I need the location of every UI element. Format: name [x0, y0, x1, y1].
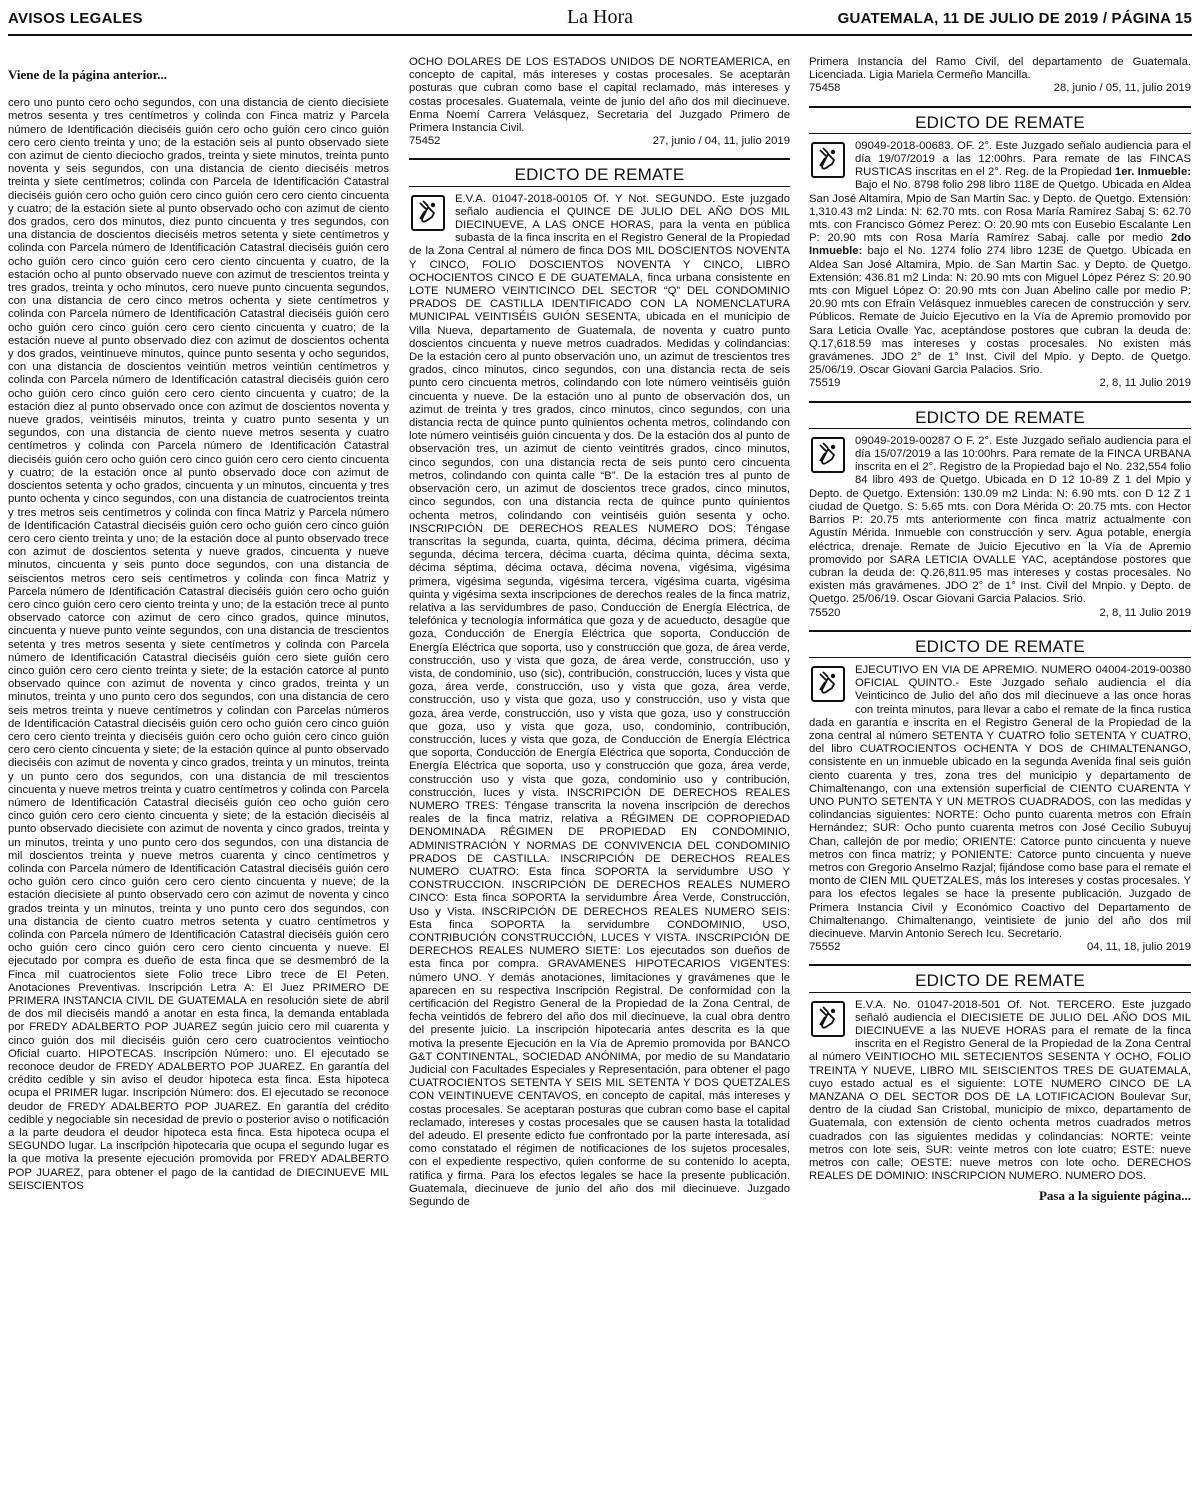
- gavel-hand-icon: [411, 195, 445, 231]
- edict-notice: [809, 630, 1191, 955]
- notice-divider: [809, 401, 1191, 403]
- notice-title: EDICTO DE REMATE: [809, 114, 1191, 134]
- notice-divider: [809, 630, 1191, 632]
- publication-code: 75552: [809, 941, 841, 954]
- notice-title: EDICTO DE REMATE: [409, 166, 790, 186]
- notice-body: EJECUTIVO EN VIA DE APREMIO. NUMERO 04004-2019-00380 OFICIAL QUINTO.- Este Juzgado señalo audiencia el día Veinticinco de Julio del año dos mil diecinueve a las once horas con treinta minutos, para llevar a cabo el remate de la finca rustica dada en garantía e inscrita en el Registro General de la Propiedad de la zona central al número SETENTA Y CUATRO folio SETENTA Y CUATRO, del libro CUATROCIENTOS OCHENTA Y DOS de CHIMALTENANGO, consistente en un inmueble ubicado en la segunda Avenida final seis guión ciento cuarenta y tres, zona tres del municipio y departamento de Chimaltenango, con una extensión superficial de CIENTO CUARENTA Y UNO PUNTO SETENTA Y UN METROS CUADRADOS, con las medidas y colindancias siguientes: NORTE: Ocho punto cuarenta metros con Efraín Hernández; SUR: Ocho punto cuarenta metros con José Cecilio Subuyuj Chan, callejón de por medio; ORIENTE: Catorce punto cincuenta y nueve metros con finca matriz; y PONIENTE: Catorce punto cincuenta y nueve metros con Gregorio Anselmo Razjal; fijándose como base para el remate el monto de CIEN MIL QUETZALES, más los intereses y costas procesales. Y para los efectos legales se hace la presente publicación. Juzgado de Primera Instancia Civil y Económico Coactivo del Departamento de Chimaltenango. Chimaltenango, veintisiete de junio del año dos mil diecinueve. Marvin Antonio Serech Icu. Secretario.: [809, 663, 1191, 940]
- notice-body: [809, 140, 1191, 378]
- notice-text: bajo el No. 1274 folio 274 libro 123E de Quetgo. Ubicada en Aldea San José Altamira, Mpio. de San Martin Sac. y Depto. de Quetgo. Extensión: 436.81 m2 Linda: N: 20.90 mts con Miguel López Pérez S: 20.90 mts con Miguel López O: 20.90 mts con Juan Abelino calle por medio P: 20.90 mts con Efraín Velásquez inmuebles carecen de construcción y serv. Públicos. Remate de Juicio Ejecutivo en la Vía de Apremio promovido por Sara Leticia Ovalle Yac, aceptándose postores que cubran la deuda de: Q.17,618.59 mas intereses y costas procesales. No existen más gravámenes. JDO 2° de 1° Inst. Civil del Mpio. y Depto. de Quetgo. 25/06/19. Oscar Giovani Garcia Palacios. Srio.: [809, 245, 1191, 377]
- notice-title: EDICTO DE REMATE: [809, 409, 1191, 429]
- masthead: [8, 6, 1192, 34]
- publication-footer: [409, 135, 790, 148]
- notice-title: EDICTO DE REMATE: [809, 972, 1191, 992]
- publication-code: 75452: [409, 135, 441, 148]
- publication-dates: 2, 8, 11 Julio 2019: [1099, 606, 1191, 619]
- property-heading: 2do Inmueble:: [809, 232, 1191, 258]
- publication-footer: [809, 377, 1191, 390]
- legal-notice-tail: OCHO DOLARES DE LOS ESTADOS UNIDOS DE NORTEAMERICA, en concepto de capital, más intereses y costas procesales. Se aceptarán posturas que cubran como base el capital reclamado, más intereses y costas procesales. Guatemala, veinte de junio del año dos mil diecinueve. Enma Noemí Carrera Velásquez, Secretaria del Juzgado Primero de Primera Instancia Civil.: [409, 56, 790, 135]
- publication-code: 75519: [809, 377, 841, 390]
- legal-notice-tail: Primera Instancia del Ramo Civil, del departamento de Guatemala. Licenciada. Ligia Mariela Cermeño Mancilla.: [809, 56, 1191, 82]
- legal-notice-continuation: cero uno punto cero ocho segundos, con una distancia de ciento diecisiete metros sesenta y tres centímetros y colinda con Finca matriz y Parcela número de Identificación dieciséis guión cero ocho guión cero cinco guión cero cero ciento treinta y uno; de la estación seis al punto observado siete con azimut de ciento dieciocho grados, treinta y siete minutos, treinta punto noventa y seis segundos, con una distancia de ciento dieciséis metros treinta y siete centímetros; colinda con Parcela de Identificación Catastral dieciséis guión cero ocho guión cero cinco guión cero cero ciento cincuenta y cuatro; de la estación siete al punto observado ocho con azimut de ciento dos grados, cero dos minutos, diez punto cincuenta y tres segundos, con una distancia de doscientos dieciséis metros setenta y siete centímetros y colinda con Parcela número de Identificación Catastral dieciséis guión cero ocho guión cero cinco guión cero cero ciento cincuenta y cuatro, de la estación ocho al punto observado nueve con azimut de trescientos treinta y tres grados, treinta y ocho minutos, cero nueve punto cincuenta segundos, con una distancia de cero cinco metros ochenta y siete centímetros y colinda con Parcela número de Identificación Catastral dieciséis guión cero ocho guión cero cinco guión cero cero ciento cincuenta y cuatro; de la estación nueve al punto observado diez con azimut de doscientos ochenta y dos grados, veintinueve minutos, quince punto sesenta y ocho segundos, con una distancia de doscientos veintiún metros veintiún centímetros y colinda con Parcela número de Identificación catastral dieciséis guión cero ocho guión cero cinco guión cero cero ciento cincuenta y cuatro; de la estación diez al punto observado once con azimut de doscientos noventa y nueve grados, veintiséis minutos, treinta y cuatro punto sesenta y un segundos, con una distancia de ciento nueve metros sesenta y cuatro centímetros y colinda con Parcela número de Identificación Catastral dieciséis guión cero ocho guión cero cinco guión cero cero ciento cincuenta y cuatro; de la estación once al punto observado doce con azimut de doscientos setenta y ocho grados, cincuenta y un minutos, cincuenta y tres punto ochenta y cinco segundos, con una distancia de cuatrocientos treinta y tres metros seis centímetros y colinda con finca Matriz y Parcela número de Identificación Catastral dieciséis guión cero ocho guión cero cinco guión cero cero ciento treinta y uno; de la estación doce al punto observado trece con azimut de doscientos setenta y nueve grados, cincuenta y nueve minutos, cincuenta y seis punto doce segundos, con una distancia de seiscientos metros cero seis centímetros y colinda con finca Matriz y Parcela número de Identificación Catastral dieciséis guión cero ocho guión cero cinco guión cero cero ciento treinta y uno; de la estación trece al punto observado catorce con azimut de cero cinco grados, quince minutos, cincuenta y nueve punto veinte segundos, con una distancia de trescientos setenta y tres metros sesenta y siete centímetros y colinda con Parcela número de Identificación Catastral dieciséis guión cero siete guión cero cinco guión cero cero ciento treinta y siete; de la estación catorce al punto observado quince con azimut de noventa y cinco grados, treinta y un minutos, treinta y uno punto cero dos segundos, con una distancia de cero seis metros treinta y nueve centímetros y colindan con Parcelas números de Identificación Catastral dieciséis guión cero ocho guión cero cinco guión cero cero ciento treinta y dieciséis guión cero ocho guión cero cinco guión cero cero ciento cincuenta y siete; de la estación quince al punto observado dieciséis con azimut de noventa y cinco grados, treinta y un minutos, treinta y un punto cero dos segundos, con una distancia de mil trescientos cincuenta y nueve metros treinta y cuatro centímetros y colinda con Parcela número de Identificación Catastral dieciséis guión ceo ocho guión cero cinco guión cero cero ciento cincuenta y siete; de la estación dieciséis al punto observado diecisiete con azimut de noventa y cinco grados, treinta y un minutos, treinta y uno punto cero dos segundos, con una distancia de mil doscientos treinta y nueve metros cuarenta y cinco centímetros y colinda con Parcela número de Identificación Catastral dieciséis guión cero ocho guión cero cinco guión cero cero ciento cincuenta y nueve; de la estación diecisiete al punto observado cero con azimut de noventa y cinco grados treinta y un minutos, treinta y uno punto cero dos segundos, con una distancia de ciento cuatro metros setenta y cuatro centímetros y colinda con Parcela número de Identificación Catastral dieciséis guión cero ocho guión cero cinco guión cero cero ciento cincuenta y nueve. El ejecutado por compra es dueño de esta finca que se desmembró de la Finca mil cuatrocientos siete Folio trece Libro trece de El Peten. Anotaciones Preventivas. Inscripción Letra A: El Juez PRIMERO DE PRIMERA INSTANCIA CIVIL DE GUATEMALA en resolución siete de abril de dos mil dieciséis mandó a anotar en esta finca, la demanda entablada por FREDY ADALBERTO POP JUAREZ según juicio cero mil cuarenta y cinco guión dos mil dieciséis guión cero cero cuatrocientos veintiocho Oficial cuarto. HIPOTECAS. Inscripción Número: uno. El ejecutado se reconoce deudor de FREDY ADALBERTO POP JUAREZ. En garantía del crédito cedible y sin aviso el deudor hipoteca esta finca. Esta hipoteca ocupa el PRIMER lugar. Inscripción Número: dos. El ejecutado se reconoce deudor de FREDY ADALBERTO POP JUAREZ. En garantía del crédito cedible y negociable sin necesidad de previo o posterior aviso o notificación a la parte deudora el deudor hipoteca esta finca. Esta hipoteca ocupa el SEGUNDO lugar. La inscripción hipotecaria que ocupa el segundo lugar es la que motiva la presente ejecución promovida por FREDY ADALBERTO POP JUAREZ, para obtener el pago de la cantidad de DIECINUEVE MIL SEISCIENTOS: [8, 97, 389, 1192]
- newspaper-logo: La Hora: [566, 6, 634, 28]
- notice-text: Bajo el No. 8798 folio 298 libro 118E de Quetgo. Ubicada en Aldea San José Altamira, Mpio de San Martin Sac. y Depto. de Quetgo. Extensión: 1,310.43 m2 Linda: N: 62.70 mts. con Rosa María Ramírez Sabaj S: 62.70 mts. con Francisco Gómez Perez: O: 20.90 mts con Eusebio Escalante Len P: 20.90 mts con Rosa María Ramírez Sabaj. calle por medio: [809, 179, 1191, 245]
- publication-code: 75520: [809, 606, 841, 619]
- notice-body: 09049-2019-00287 O F. 2°. Este Juzgado señalo audiencia para el día 15/07/2019 a las 10:00hrs. Para remate de la FINCA URBANA inscrita en el 2°. Registro de la Propiedad bajo el No. 232,554 folio 84 libro 493 de Quetgo. Ubicada en D 12 10-89 Z 1 del Mpio y Depto. de Quetgo. Extensión: 130.09 m2 Linda: N: 6.90 mts. con D 12 Z 1 ciudad de Quetgo. S: 5.65 mts. con Dora Mérida O: 20.75 mts. con Hector Barrios P: 20.75 mts anteriormente con finca matriz actualmente con Agustín Mérida. Inmueble con construcción y serv. Agua potable, energía eléctrica, drenaje. Remate de Juicio Ejecutivo en la Vía de Apremio promovido por SARA LETICIA OVALLE YAC, aceptándose postores que cubran la deuda de: Q.26,811.95 mas intereses y costas procesales. No existen más gravámenes. JDO 2° de 1° Inst. Civil del Mnpio. y Depto. de Quetgo. 25/06/19. Oscar Giovani Garcia Palacios. Srio.: [809, 434, 1191, 606]
- publication-dates: 2, 8, 11 Julio 2019: [1099, 377, 1191, 390]
- date-page-label: GUATEMALA, 11 DE JULIO DE 2019 / PÁGINA 15: [837, 10, 1192, 27]
- header-rule: [8, 34, 1192, 36]
- column-3: [809, 56, 1191, 1486]
- notice-body: E.V.A. No. 01047-2018-501 Of. Not. TERCERO. Este juzgado señaló audiencia el DIECISIETE DE JULIO DEL AÑO DOS MIL DIECINUEVE a las NUEVE HORAS para el remate de la finca inscrita en el Registro General de la Propiedad de la Zona Central al número VEINTIOCHO MIL SETECIENTOS SESENTA Y OCHO, FOLIO TREINTA Y NUEVE, LIBRO MIL SEISCIENTOS TRES DE GUATEMALA, cuyo estado actual es el siguiente: LOTE NUMERO CINCO DE LA MANZANA O DEL SECTOR DOS DE LA LOTIFICACION Boulevar Sur, dentro de la ciudad San Cristobal, municipio de mixco, departamento de Guatemala, con extensión de ciento ochenta metros cuadrados metros cuadrados con las siguientes medidas y colindancias: NORTE: veinte metros con lote seis, SUR: veinte metros con lote cuatro; ESTE: nueve metros con calle; OESTE: nueve metros con lote ocho. DERECHOS REALES DE DOMINIO: INSCRIPCION NUMERO. NUMERO DOS.: [809, 998, 1191, 1183]
- notice-body: E.V.A. 01047-2018-00105 Of. Y Not. SEGUNDO. Este juzgado señalo audiencia el QUINCE DE JULIO DEL AÑO DOS MIL DIECINUEVE, A LAS ONCE HORAS, para la venta en pública subasta de la finca inscrita en el Registro General de la Propiedad de la Zona Central al número de finca DOS MIL DOSCIENTOS NOVENTA Y CINCO, FOLIO DOSCIENTOS NOVENTA Y CINCO, LIBRO OCHOCIENTOS CINCO E DE GUATEMALA, finca urbana consistente en LOTE NUMERO VEINTICINCO DEL SECTOR “Q” DEL CONDOMINIO PRADOS DE CASTILLA IDENTIFICADO CON LA NOMENCLATURA MUNICIPAL VEINTISÉIS GUIÓN SESENTA, ubicada en el municipio de Villa Nueva, departamento de Guatemala, de noventa y cuatro punto doscientos cincuenta y nueve metros cuadrados. Medidas y colindancias: De la estación cero al punto observación uno, un azimut de trescientos tres grados, cinco minutos, cinco segundos, con una distancia recta de seis punto cero cincuenta metros, colindando con lote número veintiséis guión cincuenta y nueve. De la estación uno al punto de observación dos, un azimut de treinta y tres grados, cinco minutos, cinco segundos, con una distancia recta de quince punto quinientos ochenta metros, colindando con lote número veintiséis guión cincuenta y dos. De la estación dos al punto de observación tres, un azimut de ciento veintitrés grados, cinco minutos, cinco segundos, con una distancia recta de seis punto cero cincuenta metros, colindando con quinta calle “B”. De la estación tres al punto de observación cero, un azimut de doscientos trece grados, cinco minutos, cinco segundos, con una distancia recta de quince punto quinientos ochenta metros, colindando con veintiséis guión sesenta y ocho. INSCRIPCIÓN DE DERECHOS REALES NUMERO DOS: Téngase transcritas la segunda, cuarta, quinta, décima, décima primera, décima segunda, décima tercera, décima cuarta, décima quinta, décima sexta, décima séptima, décima octava, décima novena, vigésima, vigésima primera, vigésima segunda, vigésima tercera, vigésima cuarta, vigésima quinta y vigésima sexta inscripciones de derechos reales de la finca matriz, relativa a las servidumbres de paso, Conducción de Energía Eléctrica, de telefónica y tecnología informática que goza y de acueducto, desagüe que goza, Conducción de Energía Eléctrica que soporta, Conducción de Energía Eléctrica que soporta, uso y construcción que goza, de área verde, construcción, uso y vista que goza, de área verde, construcción, uso y vista, de condominio, uso (sic), contribución, construcción, luces y vista que goza, área verde, construcción, uso y vista que goza, área verde, construcción, uso y vista que goza, uso y construcción, uso y vista que goza, área verde, construcción, uso y vista que goza, uso y construcción que goza, uso y vista que goza, uso, condominio, contribución, construcción, luces y vista que goza, de Conducción de Energía Eléctrica que soporta, Conducción de Energía Eléctrica que soporta, Conducción de Energía Eléctrica que soporta, uso y construcción que goza, área verde, construcción uso y vista que goza, condominio uso y contribución, construcción, luces y vista. INSCRIPCIÓN DE DERECHOS REALES NUMERO TRES: Téngase transcrita la novena inscripción de derechos reales de la finca matriz, relativa a RÉGIMEN DE COPROPIEDAD DENOMINADA RÉGIMEN DE PROPIEDAD EN CONDOMINIO, ADMINISTRACIÓN Y NORMAS DE CONVIVENCIA DEL CONDOMINIO PRADOS DE CASTILLA. INSCRIPCIÓN DE DERECHOS REALES NUMERO CUATRO: Esta finca SOPORTA la servidumbre USO Y CONSTRUCCION. INSCRIPCIÓN DE DERECHOS REALES NUMERO CINCO: Esta finca SOPORTA la servidumbre Área Verde, Construcción, Uso y Vista. INSCRIPCIÓN DE DERECHOS REALES NUMERO SEIS: Esta finca SOPORTA la servidumbre CONDOMINIO, USO, CONTRIBUCIÓN CONSTRUCCIÓN, LUCES Y VISTA. INSCRIPCIÓN DE DERECHOS REALES NUMERO SIETE: Los ejecutados son dueños de esta finca por compra. GRAVAMENES HIPOTECARIOS VIGENTES: número UNO. Y demás anotaciones, limitaciones y gravámenes que le aparecen en su respectiva Inscripción Registral. De conformidad con la certificación del Registro General de la Propiedad de la Zona Central, de fecha veintidós de febrero del año dos mil diecinueve, la cual obra dentro del presente juicio. La inscripción hipotecaria antes descrita es la que motiva la presente Ejecución en la Vía de Apremio promovida por BANCO G&T CONTINENTAL, SOCIEDAD ANÓNIMA, por medio de su Mandatario Judicial con Facultades Especiales y Representación, para obtener el pago CUATROCIENTOS SETENTA Y SEIS MIL SETENTA Y DOS QUETZALES CON VEINTINUEVE CENTAVOS, en concepto de capital, más intereses y costas procesales. Se aceptaran posturas que cubran como base el capital reclamado, intereses y costas procesales que se causen hasta la totalidad del adeudo. El presente edicto fue confrontado por la parte interesada, así como constatado el régimen de notificaciones de los sujetos procesales, con el expediente respectivo, quien conforme de su contenido lo acepta, ratifica y firma. Para los efectos legales se hace la presente publicación. Guatemala, diecinueve de junio del año dos mil diecinueve. Juzgado Segundo de: [409, 192, 790, 1209]
- property-heading: 1er. Inmueble:: [1114, 166, 1191, 179]
- notice-divider: [409, 158, 790, 160]
- notice-text: 09049-2018-00683. OF. 2°. Este Juzgado señalo audiencia para el día 19/07/2019 a las 12:00hrs. Para remate de las FINCAS RUSTICAS inscritas en el 2°. Reg. de la Propiedad: [855, 139, 1191, 179]
- notice-title: EDICTO DE REMATE: [809, 638, 1191, 658]
- notice-divider: [809, 964, 1191, 966]
- publication-dates: 27, junio / 04, 11, julio 2019: [652, 135, 790, 148]
- publication-footer: [809, 941, 1191, 954]
- edict-notice: [409, 158, 790, 1209]
- publication-dates: 04, 11, 18, julio 2019: [1086, 941, 1191, 954]
- edict-notice: [809, 401, 1191, 620]
- publication-dates: 28, junio / 05, 11, julio 2019: [1053, 82, 1191, 95]
- edict-notice: [809, 964, 1191, 1183]
- gavel-hand-icon: [811, 437, 845, 473]
- gavel-hand-icon: [811, 1001, 845, 1037]
- gavel-hand-icon: [811, 666, 845, 702]
- column-2: [409, 56, 790, 1486]
- publication-footer: [809, 82, 1191, 95]
- column-1: [8, 56, 389, 1486]
- continued-from-label: Viene de la página anterior...: [8, 67, 168, 82]
- edict-notice: [809, 106, 1191, 391]
- notice-divider: [809, 106, 1191, 108]
- publication-code: 75458: [809, 82, 841, 95]
- gavel-hand-icon: [811, 142, 845, 178]
- continued-on-label: Pasa a la siguiente página...: [1038, 1188, 1191, 1204]
- publication-footer: [809, 607, 1191, 620]
- section-title: AVISOS LEGALES: [8, 10, 143, 27]
